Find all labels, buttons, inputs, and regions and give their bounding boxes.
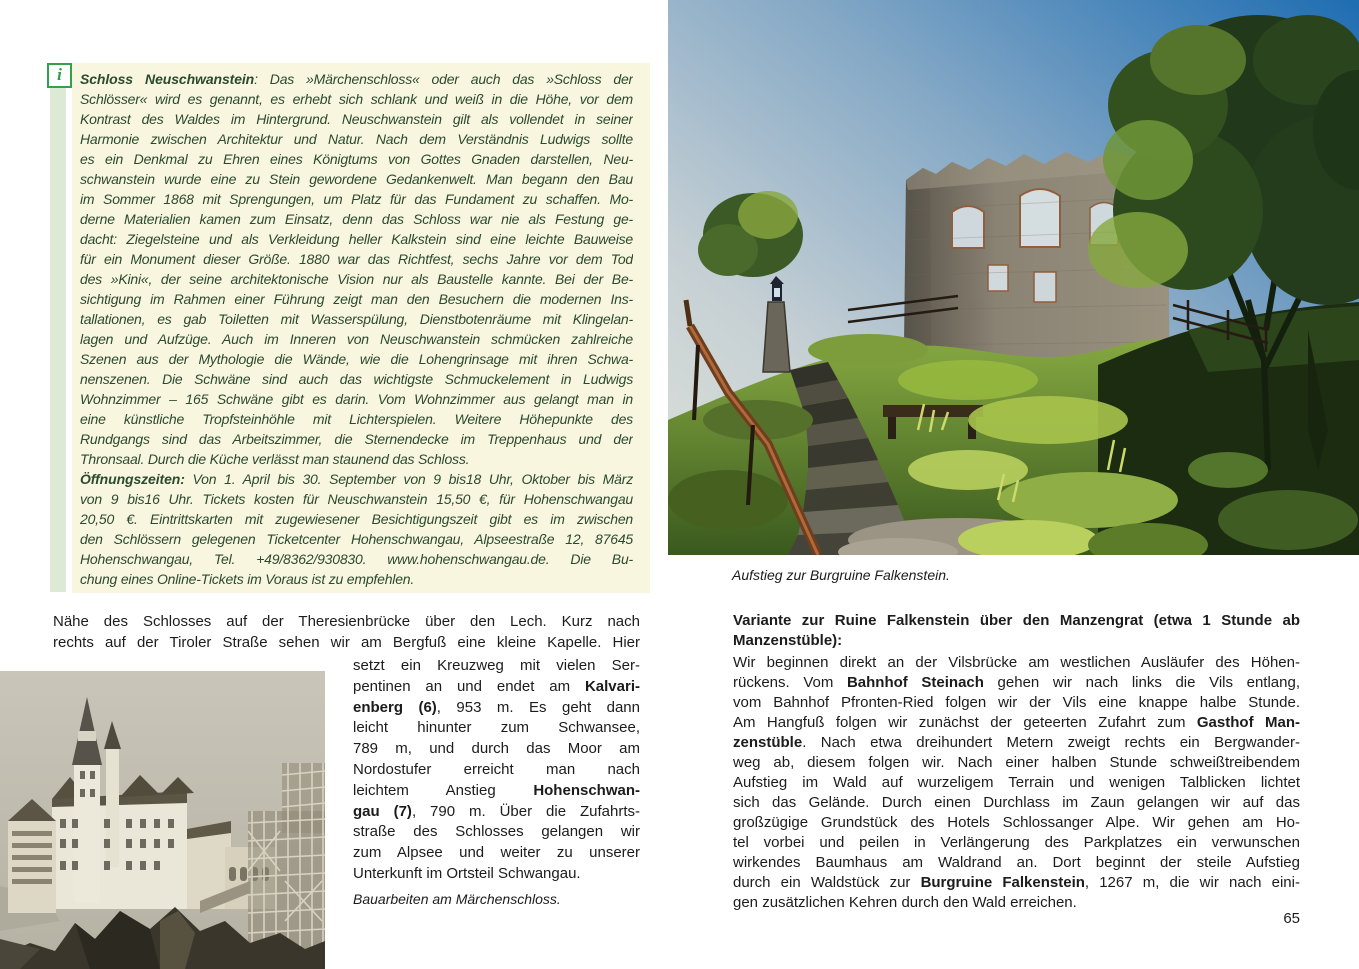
text-line: durch ein Waldstück zur Burgruine Falkenstein, 1267 m, die wir nach eini-	[733, 874, 1300, 891]
text-line: Thronsaal. Durch die Küche verlässt man staunend das Schloss.	[80, 451, 470, 467]
text-line: von 9 bis16 Uhr. Tickets kosten für Neuschwanstein 15,50 €, für Hohenschwangau	[80, 491, 633, 507]
text-line: enberg (6), 953 m. Es geht dann	[353, 698, 640, 716]
text-line: es ein Denkmal zu Ehren eines Königtums von Gottes Gnaden darstellen, Neu-	[80, 151, 633, 167]
text-line: tallationen, es gab Toiletten mit Wasserspülung, Dienstbotenräume mit Klingelan-	[80, 311, 633, 327]
text-line: des »Kini«, der seine architektonische Vision nur als Baustelle kannte. Bei der Be-	[80, 271, 633, 287]
text-line: 20,50 €. Eintrittskarten mit zugewiesener Besichtigungszeit gibt es im zwischen	[80, 511, 633, 527]
text-line: Variante zur Ruine Falkenstein über den Manzengrat (etwa 1 Stunde ab	[733, 612, 1300, 629]
text-line: Nordostufer erreicht man nach	[353, 760, 640, 778]
text-line: gau (7), 790 m. Über die Zufahrts-	[353, 802, 640, 820]
text-line: Am Hangfuß folgen wir zunächst der geteerten Zufahrt zum Gasthof Man-	[733, 714, 1300, 731]
text-line: Rundgangs sind das Arbeitszimmer, die Sternendecke im Treppenhaus und der	[80, 431, 633, 447]
text-line: zenstüble. Nach etwa dreihundert Metern zweigt rechts ein Bergwander-	[733, 734, 1300, 751]
color-photo-caption: Aufstieg zur Burgruine Falkenstein.	[732, 567, 950, 583]
text-line: schwanstein wurde eine zu Stein gewordene Gedankenwelt. Man begann den Bau	[80, 171, 633, 187]
text-line: lagen und Aufzüge. Auch im Inneren von Neuschwanstein schmücken zahlreiche	[80, 331, 633, 347]
text-line: Nähe des Schlosses auf der Theresienbrücke über den Lech. Kurz nach	[53, 613, 640, 630]
text-line: weg ab, diesem folgen wir. Nach einer halben Stunde schweißtreibendem	[733, 754, 1300, 771]
text-line: tel vorbei und peilen in Verlängerung des Parkplatzes ein verwunschen	[733, 834, 1300, 851]
left-paragraph-wide	[53, 611, 640, 653]
route-variant-body	[733, 653, 1300, 913]
text-line: Schlösser« wird es genannt, es erhebt sich schlank und weiß in die Höhe, vor dem	[80, 91, 633, 107]
info-box-text	[80, 69, 633, 589]
text-line: eine künstliche Tropfsteinhöhle mit Lichterspielen. Weitere Höhepunkte des	[80, 411, 633, 427]
text-line: Wir beginnen direkt an der Vilsbrücke am westlichen Ausläufer des Höhen-	[733, 654, 1300, 671]
text-line: Szenen aus der Mythologie die Wände, wie die Lohengrinsage mit ihren Schwa-	[80, 351, 633, 367]
text-line: wirkendes Baumhaus am Waldrand an. Dort beginnt der steile Aufstieg	[733, 854, 1300, 871]
text-line: pentinen an und endet am Kalvari-	[353, 677, 640, 695]
text-line: Harmonie zwischen Architektur und Natur. Nach dem Verständnis Ludwigs sollte	[80, 131, 633, 147]
left-paragraph-narrow	[353, 656, 640, 885]
text-line: sichtigung im Rahmen einer Führung zeigt man den Besuchern die modernen Ins-	[80, 291, 633, 307]
text-line: 789 m, und durch das Moor am	[353, 740, 640, 758]
text-line: Kontrast des Waldes im Hintergrund. Neuschwanstein gilt als vollendet in seiner	[80, 111, 633, 127]
text-line: Schloss Neuschwanstein: Das »Märchenschloss« oder auch das »Schloss der	[80, 71, 633, 87]
text-line: Unterkunft im Ortsteil Schwangau.	[353, 864, 581, 882]
falkenstein-ruin-photo	[668, 0, 1359, 555]
text-line: Manzenstüble):	[733, 632, 843, 649]
bw-photo-caption: Bauarbeiten am Märchenschloss.	[353, 891, 561, 907]
text-line: im Sommer 1868 mit Sprengungen, um Platz für das Fundament zu schaffen. Mo-	[80, 191, 633, 207]
text-line: vom Bahnhof Pfronten-Ried folgen wir der Vils eine knappe halbe Stunde.	[733, 694, 1300, 711]
text-line: rechts auf der Tiroler Straße sehen wir am Bergfuß eine kleine Kapelle. Hier	[53, 634, 640, 651]
text-line: nenszenen. Die Schwäne sind auch das wichtigste Schmuckelement in Ludwigs	[80, 371, 633, 387]
text-line: leicht hinunter zum Schwansee,	[353, 719, 640, 737]
text-line: straße des Schlosses gelangen wir	[353, 823, 640, 841]
page-number: 65	[1283, 910, 1300, 927]
text-line: Wohnzimmer – 165 Schwäne gibt es darin. Vom Wohnzimmer aus gelangt man in	[80, 391, 633, 407]
info-icon: i	[47, 63, 72, 88]
text-line: sich das Gelände. Durch einen Durchlass im Zaun gelangen wir auf das	[733, 794, 1300, 811]
info-box-green-strip	[50, 63, 66, 592]
text-line: setzt ein Kreuzweg mit vielen Ser-	[353, 657, 640, 674]
text-line: den Schlössern gelegenen Ticketcenter Hohenschwangau, Alpseestraße 12, 87645	[80, 531, 633, 547]
route-variant-heading	[733, 611, 1300, 651]
text-line: für ein Monument dieser Größe. 1880 war das Richtfest, sechs Jahre vor dem Tod	[80, 251, 633, 267]
text-line: dacht: Ziegelsteine und als Verkleidung heller Kalkstein sind eine leichte Bauweise	[80, 231, 633, 247]
text-line: Öffnungszeiten: Von 1. April bis 30. September von 9 bis18 Uhr, Oktober bis März	[80, 471, 633, 487]
text-line: leichtem Anstieg Hohenschwan-	[353, 781, 640, 799]
neuschwanstein-construction-photo	[0, 671, 325, 969]
text-line: derne Materialien kamen zum Einsatz, denn das Schloss war nie als Festung ge-	[80, 211, 633, 227]
text-line: gen zusätzlichen Kehren durch den Wald erreichen.	[733, 894, 1077, 911]
text-line: zum Alpsee und weiter zu unserer	[353, 844, 640, 862]
text-line: Hohenschwangau, Tel. +49/8362/930830. www.hohenschwangau.de. Die Bu-	[80, 551, 633, 567]
text-line: chung eines Online-Tickets im Voraus ist zu empfehlen.	[80, 571, 415, 587]
text-line: großzügige Grundstück des Hotels Schlossanger Alpe. Wir gehen am Ho-	[733, 814, 1300, 831]
text-line: rückens. Vom Bahnhof Steinach gehen wir nach links die Vils entlang,	[733, 674, 1300, 691]
text-line: Aufstieg im Wald auf wurzeligem Terrain und wenigen Talblicken lichtet	[733, 774, 1300, 791]
